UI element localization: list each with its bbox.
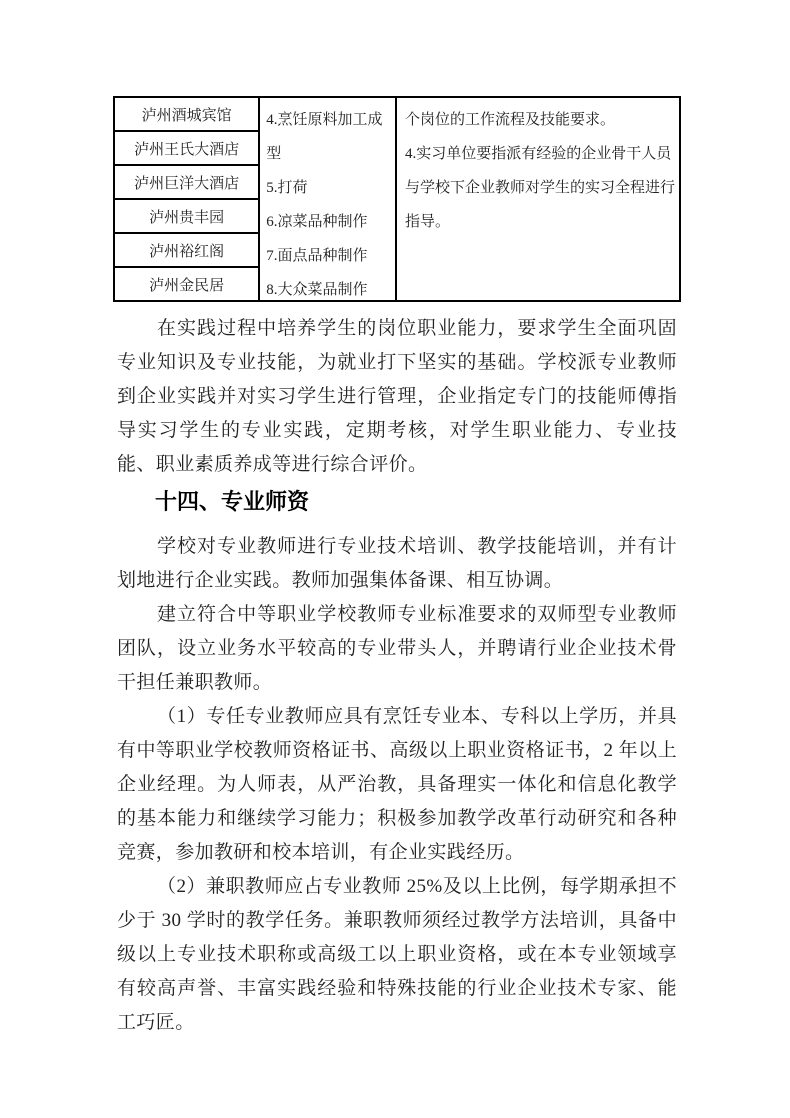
company-cell: 泸州酒城宾馆 [115,98,258,132]
document-body [117,312,677,1040]
paragraph-dual-teacher-team: 建立符合中等职业学校教师专业标准要求的双师型专业教师团队，设立业务水平较高的专业带头人，并聘请行业企业技术骨干担任兼职教师。 [117,604,677,693]
task-line: 4.烹饪原料加工成 [266,112,383,128]
paragraph-teacher-training: 学校对专业教师进行专业技术培训、教学技能培训，并有计划地进行企业实践。教师加强集体备课、相互协调。 [117,536,677,591]
company-cell: 泸州金民居 [149,277,225,294]
requirement-line: 指导。 [404,214,450,230]
table-column-companies [115,98,260,300]
task-line: 6.凉菜品种制作 [266,214,368,230]
company-cell: 泸州王氏大酒店 [115,132,258,166]
paragraph-parttime-teacher-requirements: （2）兼职教师应占专业教师 25%及以上比例，每学期承担不少于 30 学时的教学任务。兼职教师须经过教学方法培训，具备中级以上专业技术职称或高级工以上职业资格，或在本专业领域享有较高声誉、丰富实践经验和特殊技能的行业企业技术专家、能工巧匠。 [117,876,677,1033]
task-line: 型 [266,146,282,162]
paragraph-fulltime-teacher-requirements: （1）专任专业教师应具有烹饪专业本、专科以上学历，并具有中等职业学校教师资格证书、高级以上职业资格证书，2 年以上企业经理。为人师表，从严治教，具备理实一体化和信息化教学的基本能力和继续学习能力；积极参加教学改革行动研究和各种竞赛，参加教研和校本培训，有企业实践经历。 [117,706,677,863]
task-line: 8.大众菜品制作 [266,282,368,298]
requirement-line: 4.实习单位要指派有经验的企业骨干人员 [404,146,672,162]
company-cell: 泸州裕红阁 [115,234,258,268]
table-column-tasks [260,98,397,300]
section-heading-faculty: 十四、专业师资 [155,489,310,514]
table-column-requirements [397,98,679,300]
requirement-line: 个岗位的工作流程及技能要求。 [404,112,615,128]
requirement-line: 与学校下企业教师对学生的实习全程进行 [404,180,675,196]
company-cell: 泸州贵丰园 [115,200,258,234]
company-cell: 泸州巨洋大酒店 [115,166,258,200]
task-line: 7.面点品种制作 [266,248,368,264]
task-line: 5.打荷 [266,180,308,196]
internship-table [113,96,681,302]
paragraph-practice-evaluation: 在实践过程中培养学生的岗位职业能力，要求学生全面巩固专业知识及专业技能，为就业打下坚实的基础。学校派专业教师到企业实践并对实习学生进行管理，企业指定专门的技能师傅指导实习学生的专业实践，定期考核，对学生职业能力、专业技能、职业素质养成等进行综合评价。 [117,318,677,475]
